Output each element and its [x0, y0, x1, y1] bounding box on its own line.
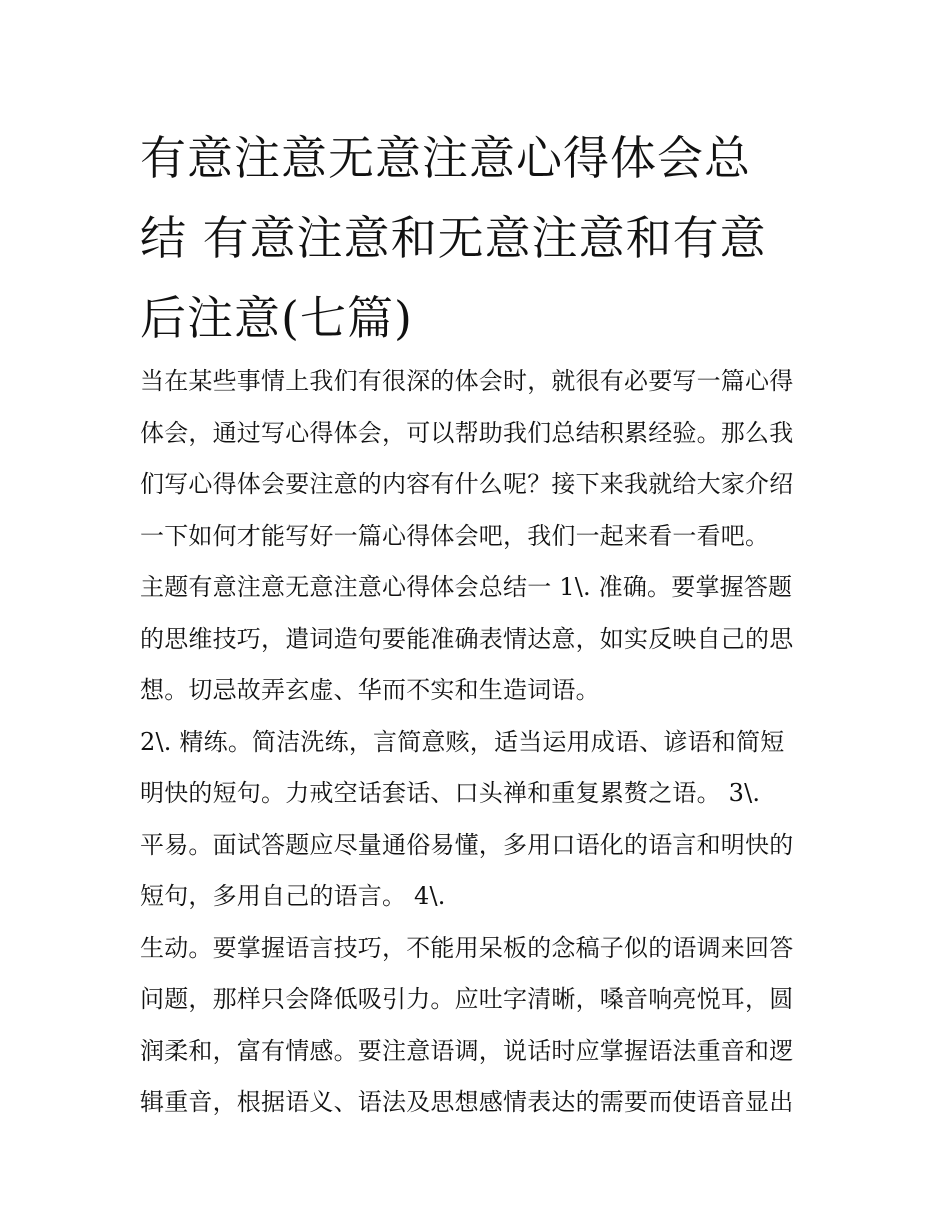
body-line: 明快的短句。力戒空话套话、口头禅和重复累赘之语。 3\.: [140, 779, 761, 807]
title-line: 后注意(七篇): [140, 291, 413, 345]
body-line: 短句，多用自己的语言。 4\.: [140, 882, 446, 910]
body-line: 辑重音，根据语义、语法及思想感情表达的需要而使语音显出: [140, 1088, 794, 1116]
body-line: 问题，那样只会降低吸引力。应吐字清晰，嗓音响亮悦耳，圆: [140, 985, 794, 1013]
body-line: 们写心得体会要注意的内容有什么呢？接下来我就给大家介绍: [140, 470, 794, 498]
title-line: 结 有意注意和无意注意和有意: [140, 211, 767, 265]
body-line: 当在某些事情上我们有很深的体会时，就很有必要写一篇心得: [140, 367, 794, 395]
body-line: 主题有意注意无意注意心得体会总结一 1\. 准确。要掌握答题: [140, 573, 793, 601]
body-line: 润柔和，富有情感。要注意语调，说话时应掌握语法重音和逻: [140, 1036, 794, 1065]
document-body: [140, 356, 820, 1129]
title-line: 有意注意无意注意心得体会总: [140, 131, 751, 185]
body-line: 2\. 精练。简洁洗练，言简意赅，适当运用成语、谚语和简短: [140, 727, 785, 756]
body-line: 生动。要掌握语言技巧，不能用呆板的念稿子似的语调来回答: [140, 933, 794, 962]
body-line: 一下如何才能写好一篇心得体会吧，我们一起来看一看吧。: [140, 521, 770, 550]
body-line: 的思维技巧，遣词造句要能准确表情达意，如实反映自己的思: [140, 624, 794, 653]
body-line: 平易。面试答题应尽量通俗易懂，多用口语化的语言和明快的: [140, 830, 794, 859]
body-line: 体会，通过写心得体会，可以帮助我们总结积累经验。那么我: [140, 418, 794, 447]
document-title: [140, 118, 820, 358]
body-line: 想。切忌故弄玄虚、华而不实和生造词语。: [140, 676, 600, 704]
